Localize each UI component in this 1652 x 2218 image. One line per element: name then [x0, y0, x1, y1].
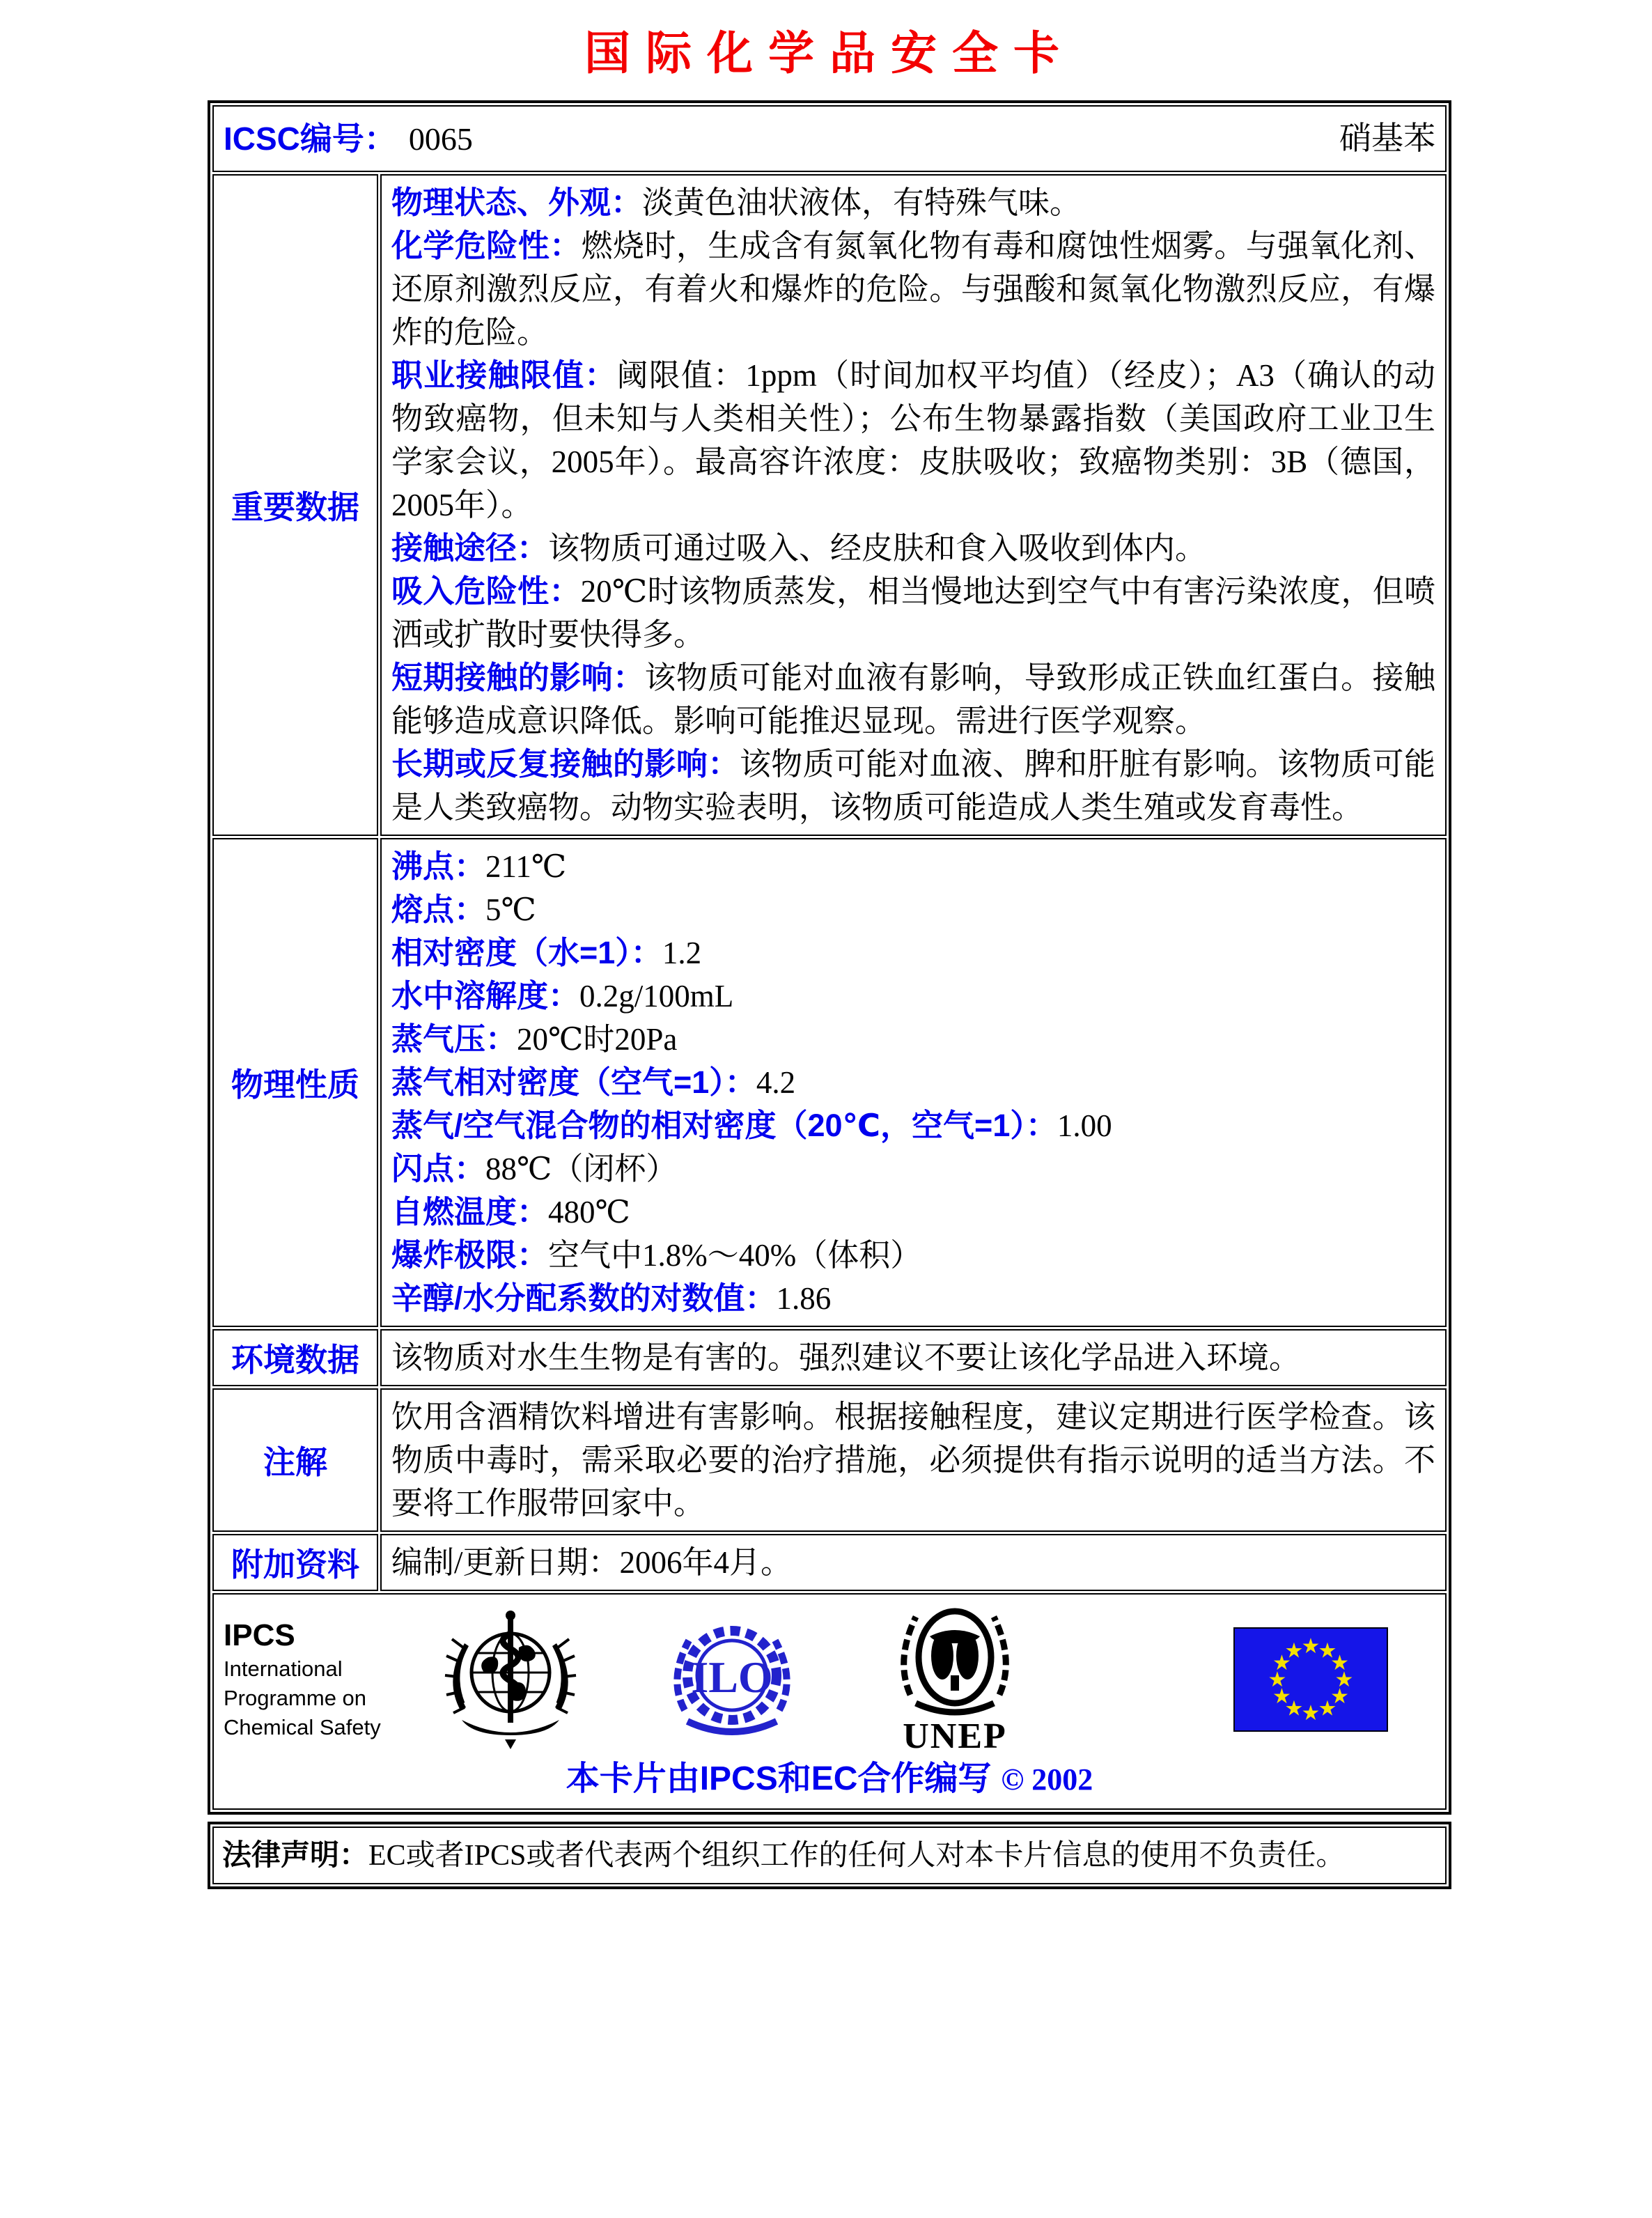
- eu-star: ★: [1284, 1639, 1304, 1663]
- section-content-important-data: [380, 174, 1447, 836]
- table-row-logos: [212, 1593, 1447, 1810]
- ipcs-line: Chemical Safety: [224, 1715, 381, 1739]
- field-value: 1.2: [662, 936, 702, 970]
- icsc-number-value: 0065: [408, 121, 473, 157]
- field-value: 燃烧时，生成含有氮氧化物有毒和腐蚀性烟雾。与强氧化剂、还原剂激烈反应，有着火和爆炸的危险。与强酸和氮氧化物激烈反应，有爆炸的危险。: [391, 228, 1435, 350]
- page-title: 国际化学品安全卡: [584, 29, 1075, 79]
- field-label: 蒸气压：: [391, 1021, 517, 1057]
- chemical-name: 硝基苯: [1339, 121, 1435, 156]
- field-value: 该物质对水生生物是有害的。强烈建议不要让该化学品进入环境。: [391, 1340, 1301, 1375]
- eu-star: ★: [1318, 1639, 1337, 1663]
- section-entry: [391, 1147, 1435, 1191]
- section-entry: [391, 656, 1435, 743]
- field-label: 化学危险性：: [391, 228, 582, 263]
- legal-notice: [222, 1835, 1437, 1876]
- field-value: 阈限值：1ppm（时间加权平均值）（经皮）；A3（确认的动物致癌物，但未知与人类相关性）；公布生物暴露指数（美国政府工业卫生学家会议，2005年）。最高容许浓度：皮肤吸收；致癌物类别：3B（德国，2005年）。: [391, 358, 1435, 522]
- section-entry: [391, 931, 1435, 975]
- field-value: 编制/更新日期：2006年4月。: [391, 1545, 793, 1580]
- eu-star: ★: [1334, 1668, 1354, 1691]
- ipcs-line: Programme on: [224, 1686, 367, 1710]
- ipcs-wordmark: [224, 1617, 406, 1742]
- section-entry: [391, 888, 1435, 931]
- field-label: 自燃温度：: [391, 1194, 549, 1230]
- field-value: 5℃: [485, 892, 536, 927]
- field-value: 20℃时20Pa: [517, 1022, 678, 1057]
- field-label: 蒸气/空气混合物的相对密度（20℃，空气=1）：: [391, 1108, 1057, 1143]
- field-value: 0.2g/100mL: [579, 979, 734, 1014]
- eu-star: ★: [1301, 1635, 1320, 1658]
- section-content-environmental-data: [380, 1329, 1447, 1386]
- logos-cell: [212, 1593, 1447, 1810]
- card-caption-text: 本卡片由IPCS和EC合作编写: [566, 1760, 992, 1797]
- table-row-legal: [212, 1827, 1447, 1884]
- field-label: 熔点：: [391, 892, 486, 927]
- eu-star: ★: [1330, 1652, 1350, 1675]
- field-label: 水中溶解度：: [391, 978, 580, 1014]
- eu-flag-icon: [1233, 1627, 1388, 1732]
- ipcs-line: International: [224, 1657, 343, 1681]
- eu-star: ★: [1268, 1668, 1287, 1691]
- section-entry: [391, 1336, 1435, 1379]
- section-entry: [391, 1104, 1435, 1147]
- section-entry: [391, 527, 1435, 570]
- icsc-number-group: [224, 117, 473, 161]
- section-entry: [391, 354, 1435, 527]
- table-row-important-data: [212, 174, 1447, 836]
- section-entry: [391, 181, 1435, 224]
- field-label: 相对密度（水=1）：: [391, 935, 662, 970]
- eu-star: ★: [1272, 1652, 1291, 1675]
- field-value: 4.2: [756, 1065, 796, 1100]
- who-logo-icon: [441, 1606, 580, 1753]
- field-label: 吸入危险性：: [391, 573, 581, 609]
- section-label-physical-properties: 物理性质: [212, 838, 378, 1327]
- field-label: 蒸气相对密度（空气=1）：: [391, 1064, 756, 1100]
- unep-logo-icon: [885, 1597, 1024, 1762]
- unep-letters: UNEP: [903, 1716, 1007, 1756]
- eu-star: ★: [1272, 1685, 1291, 1708]
- icsc-number-row: [212, 105, 1447, 172]
- section-entry: [391, 1395, 1435, 1525]
- field-label: 辛醇/水分配系数的对数值：: [391, 1280, 777, 1316]
- field-value: 空气中1.8%～40%（体积）: [548, 1238, 922, 1273]
- ilo-letters: ILO: [691, 1652, 773, 1702]
- eu-star: ★: [1318, 1697, 1337, 1721]
- table-row-notes: [212, 1388, 1447, 1532]
- ilo-logo-icon: [662, 1606, 802, 1753]
- legal-notice-table: [208, 1822, 1451, 1889]
- field-label: 闪点：: [391, 1151, 486, 1186]
- field-value: 211℃: [485, 849, 567, 884]
- field-value: 20℃时该物质蒸发，相当慢地达到空气中有害污染浓度，但喷洒或扩散时要快得多。: [391, 574, 1435, 652]
- icsc-number-label: ICSC编号：: [224, 120, 396, 157]
- section-content-additional-information: [380, 1534, 1447, 1591]
- section-entry: [391, 570, 1435, 656]
- card-caption: [221, 1755, 1438, 1804]
- section-entry: [391, 224, 1435, 354]
- section-label-environmental-data: 环境数据: [212, 1329, 378, 1386]
- ipcs-acronym: IPCS: [224, 1618, 295, 1652]
- field-label: 爆炸极限：: [391, 1237, 549, 1273]
- section-content-physical-properties: [380, 838, 1447, 1327]
- table-row-physical-properties: [212, 838, 1447, 1327]
- field-value: 1.00: [1057, 1108, 1112, 1143]
- legal-notice-label: 法律声明：: [222, 1838, 369, 1871]
- section-entry: [391, 743, 1435, 829]
- field-value: 该物质可通过吸入、经皮肤和食入吸收到体内。: [548, 531, 1207, 566]
- table-row-environmental-data: [212, 1329, 1447, 1386]
- field-value: 1.86: [776, 1281, 832, 1316]
- logos-strip: [221, 1604, 1438, 1755]
- icsc-card-table: [208, 100, 1451, 1815]
- field-label: 短期接触的影响：: [391, 660, 645, 695]
- field-label: 物理状态、外观：: [391, 185, 643, 220]
- section-entry: [391, 1018, 1435, 1061]
- field-value: 淡黄色油状液体，有特殊气味。: [642, 185, 1082, 220]
- table-row-additional-information: [212, 1534, 1447, 1591]
- section-entry: [391, 1277, 1435, 1320]
- eu-star: ★: [1301, 1702, 1320, 1725]
- field-value: 480℃: [548, 1195, 630, 1230]
- section-entry: [391, 1234, 1435, 1277]
- copyright-text: © 2002: [1001, 1762, 1093, 1797]
- eu-star: ★: [1284, 1697, 1304, 1721]
- section-label-additional-information: 附加资料: [212, 1534, 378, 1591]
- section-entry: [391, 1061, 1435, 1104]
- field-value: 该物质可能对血液有影响，导致形成正铁血红蛋白。接触能够造成意识降低。影响可能推迟显现。需进行医学观察。: [391, 660, 1435, 738]
- section-label-important-data: 重要数据: [212, 174, 378, 836]
- section-entry: [391, 1191, 1435, 1234]
- field-label: 职业接触限值：: [391, 357, 617, 393]
- section-entry: [391, 975, 1435, 1018]
- field-value: 饮用含酒精饮料增进有害影响。根据接触程度，建议定期进行医学检查。该物质中毒时，需采取必要的治疗措施，必须提供有指示说明的适当方法。不要将工作服带回家中。: [391, 1399, 1435, 1521]
- field-label: 沸点：: [391, 848, 486, 884]
- section-label-notes: 注解: [212, 1388, 378, 1532]
- legal-notice-cell: [212, 1827, 1447, 1884]
- field-value: 88℃（闭杯）: [485, 1151, 678, 1186]
- field-label: 接触途径：: [391, 530, 549, 566]
- section-entry: [391, 845, 1435, 888]
- eu-star: ★: [1330, 1685, 1350, 1708]
- icsc-card: [208, 26, 1451, 1889]
- icsc-number-cell: [212, 105, 1447, 172]
- legal-notice-text: EC或者IPCS或者代表两个组织工作的任何人对本卡片信息的使用不负责任。: [368, 1840, 1346, 1872]
- field-value: 该物质可能对血液、脾和肝脏有影响。该物质可能是人类致癌物。动物实验表明，该物质可能造成人类生殖或发育毒性。: [391, 747, 1435, 825]
- section-content-notes: [380, 1388, 1447, 1532]
- section-entry: [391, 1541, 1435, 1584]
- field-label: 长期或反复接触的影响：: [391, 746, 740, 782]
